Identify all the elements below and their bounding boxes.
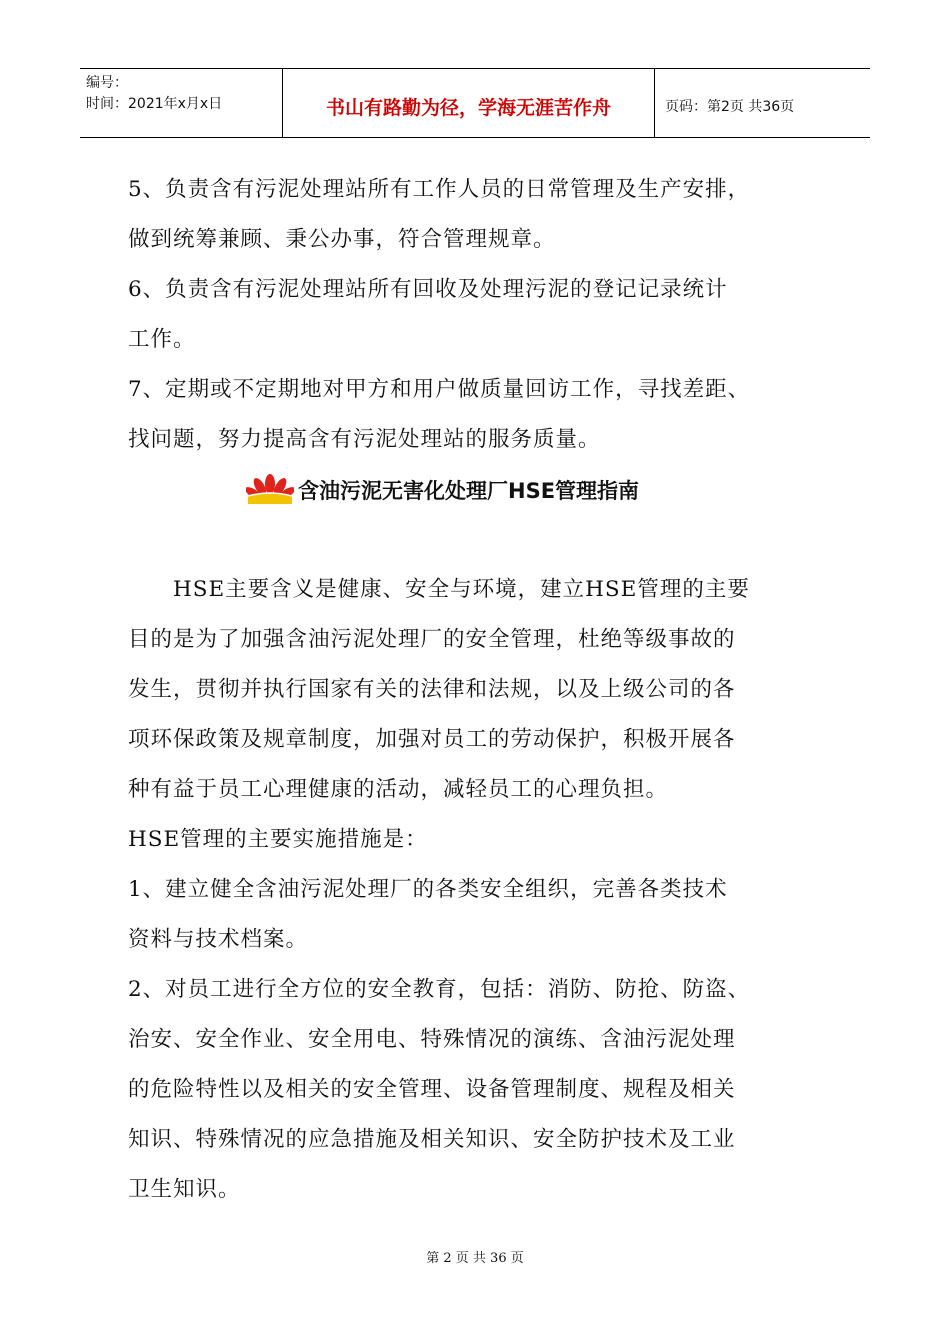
paragraph-line: HSE主要含义是健康、安全与环境，建立HSE管理的主要 <box>128 577 750 602</box>
paragraph-line: 知识、特殊情况的应急措施及相关知识、安全防护技术及工业 <box>128 1127 736 1152</box>
paragraph-line: 的危险特性以及相关的安全管理、设备管理制度、规程及相关 <box>128 1077 736 1102</box>
petrochina-logo-icon <box>246 474 294 506</box>
section-title <box>246 474 639 506</box>
paragraph-line: 种有益于员工心理健康的活动，减轻员工的心理负担。 <box>128 777 669 802</box>
number-label: 编号： <box>86 75 128 91</box>
paragraph-line: 发生，贯彻并执行国家有关的法律和法规，以及上级公司的各 <box>128 677 736 702</box>
paragraph-line: 7、定期或不定期地对甲方和用户做质量回访工作，寻找差距、 <box>128 377 751 402</box>
paragraph-line: 目的是为了加强含油污泥处理厂的安全管理，杜绝等级事故的 <box>128 627 736 652</box>
paragraph-line: 6、负责含有污泥处理站所有回收及处理污泥的登记记录统计 <box>128 277 728 302</box>
paragraph-line: 项环保政策及规章制度，加强对员工的劳动保护，积极开展各 <box>128 727 736 752</box>
paragraph-line: 2、对员工进行全方位的安全教育，包括：消防、防抢、防盗、 <box>128 977 751 1002</box>
paragraph-line: HSE管理的主要实施措施是： <box>128 827 428 852</box>
paragraph-line: 资料与技术档案。 <box>128 927 309 952</box>
paragraph-line: 5、负责含有污泥处理站所有工作人员的日常管理及生产安排， <box>128 177 751 202</box>
paragraph-line: 卫生知识。 <box>128 1177 241 1202</box>
motto: 书山有路勤为径，学海无涯苦作舟 <box>283 69 655 137</box>
page-info: 页码：第2页 共36页 <box>665 99 795 115</box>
paragraph-line: 治安、安全作业、安全用电、特殊情况的演练、含油污泥处理 <box>128 1027 736 1052</box>
paragraph-line: 找问题，努力提高含有污泥处理站的服务质量。 <box>128 427 601 452</box>
page-footer: 第 2 页 共 36 页 <box>426 1251 524 1266</box>
time-label: 时间：2021年x月x日 <box>86 96 223 112</box>
paragraph-line: 工作。 <box>128 327 196 352</box>
header-meta <box>80 69 283 137</box>
paragraph-line: 做到统筹兼顾、秉公办事，符合管理规章。 <box>128 227 556 252</box>
paragraph-line: 1、建立健全含油污泥处理厂的各类安全组织，完善各类技术 <box>128 877 728 902</box>
header-table <box>80 68 870 138</box>
section-title-text: 含油污泥无害化处理厂HSE管理指南 <box>298 479 640 503</box>
